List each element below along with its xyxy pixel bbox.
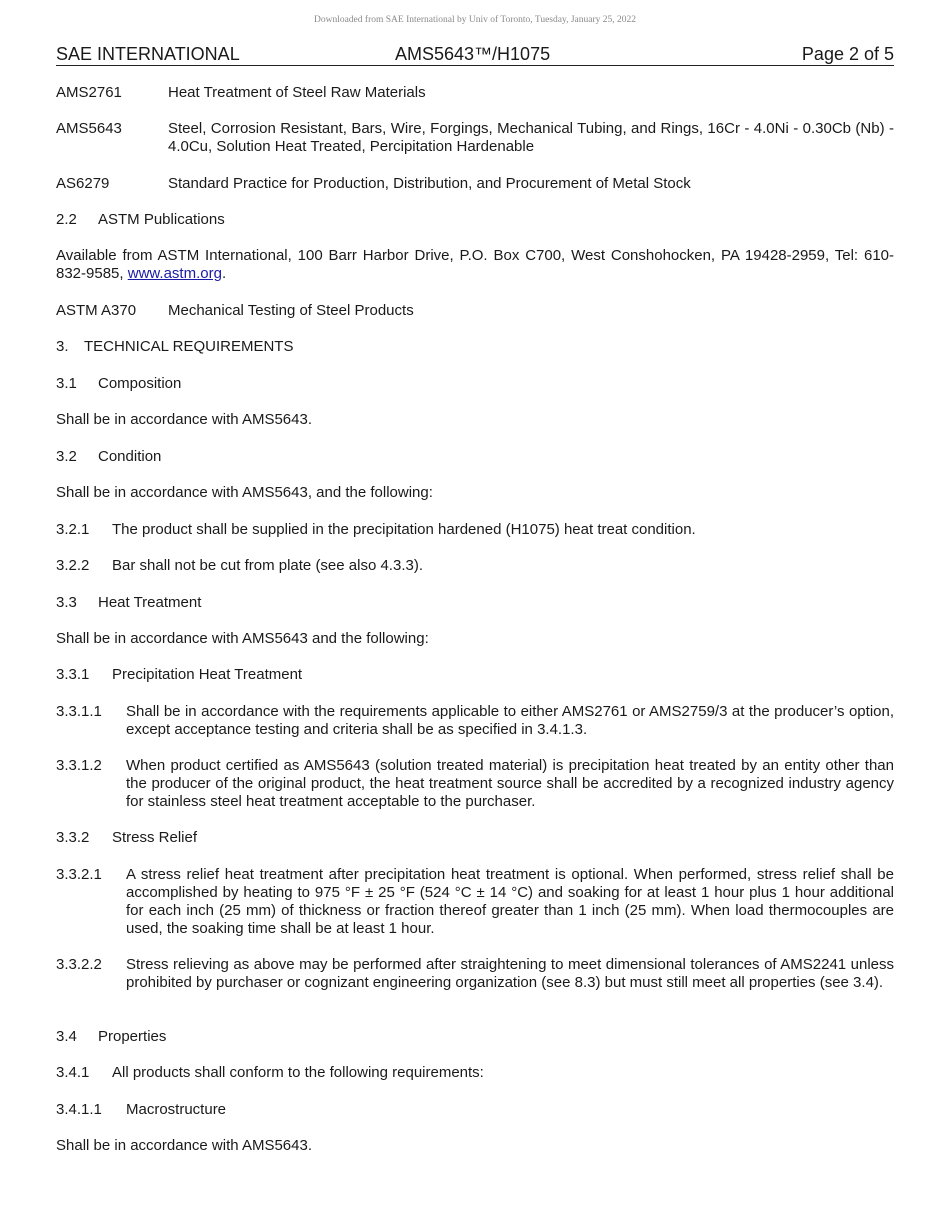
section-3-4-1-1-heading xyxy=(56,1101,894,1119)
reference-astm-a370 xyxy=(56,302,894,320)
section-title: Properties xyxy=(98,1028,167,1045)
header-doc-id: AMS5643™/H1075 xyxy=(395,44,551,64)
reference-description: Heat Treatment of Steel Raw Materials xyxy=(168,84,426,101)
section-3-3-1-1 xyxy=(56,703,894,739)
section-title: Condition xyxy=(98,448,162,465)
section-3-1-body: Shall be in accordance with AMS5643. xyxy=(56,411,312,428)
section-3-3-2-2 xyxy=(56,956,894,992)
reference-as6279 xyxy=(56,175,894,193)
section-number: 2.2 xyxy=(56,211,77,228)
reference-description: Standard Practice for Production, Distribution, and Procurement of Metal Stock xyxy=(168,175,691,192)
section-number: 3.2.1 xyxy=(56,521,90,538)
section-3-3-1-heading xyxy=(56,666,894,684)
section-text: All products shall conform to the following requirements: xyxy=(112,1064,484,1081)
section-3-3-2-heading xyxy=(56,829,894,847)
page-header xyxy=(56,44,894,66)
astm-availability-paragraph xyxy=(56,247,894,283)
reference-description: Steel, Corrosion Resistant, Bars, Wire, Forgings, Mechanical Tubing, and Rings, 16Cr - 4.0Ni - 0.30Cb (Nb) - 4.0Cu, Solution Heat Treated, Percipitation Hardenable xyxy=(168,120,894,155)
section-number: 3.3.2.2 xyxy=(56,956,102,973)
section-text: Stress relieving as above may be performed after straightening to meet dimensional tolerances of AMS2241 unless prohibited by purchaser or cognizant engineering organization (see 8.3) but must still meet all properties (see 3.4). xyxy=(126,956,894,991)
section-text: Bar shall not be cut from plate (see also 4.3.3). xyxy=(112,557,423,574)
header-org: SAE INTERNATIONAL xyxy=(56,44,240,64)
section-3-3-heading xyxy=(56,594,894,612)
section-number: 3.1 xyxy=(56,375,77,392)
section-3-4-1 xyxy=(56,1064,894,1082)
section-number: 3.3.1.1 xyxy=(56,703,102,720)
section-text: When product certified as AMS5643 (solution treated material) is precipitation heat treated by an entity other than the producer of the original product, the heat treatment source shall be accredited by a recognized industry agency for stainless steel heat treatment acceptable to the purchaser. xyxy=(126,757,894,810)
reference-code: ASTM A370 xyxy=(56,302,137,319)
section-3-heading xyxy=(56,338,894,356)
section-title: TECHNICAL REQUIREMENTS xyxy=(84,338,294,355)
reference-code: AMS5643 xyxy=(56,120,122,137)
section-title: Macrostructure xyxy=(126,1101,227,1118)
section-number: 3.2 xyxy=(56,448,77,465)
header-page-number: Page 2 of 5 xyxy=(801,44,894,64)
section-text: Shall be in accordance with the requirements applicable to either AMS2761 or AMS2759/3 at the producer’s option, except acceptance testing and criteria shall be as specified in 3.4.1.3. xyxy=(126,703,894,738)
reference-ams2761 xyxy=(56,84,894,102)
section-title: Stress Relief xyxy=(112,829,198,846)
astm-website-link[interactable]: www.astm.org xyxy=(127,265,222,282)
section-3-2-2 xyxy=(56,557,894,575)
section-number: 3.4.1 xyxy=(56,1064,90,1081)
section-title: Precipitation Heat Treatment xyxy=(112,666,303,683)
section-3-2-body: Shall be in accordance with AMS5643, and the following: xyxy=(56,484,433,501)
section-number: 3.3 xyxy=(56,594,77,611)
astm-address-text: Available from ASTM International, 100 Barr Harbor Drive, P.O. Box C700, West Conshohocken, PA 19428-2959, Tel: 610-832-9585, xyxy=(56,247,894,282)
section-title: Composition xyxy=(98,375,182,392)
section-text: A stress relief heat treatment after precipitation heat treatment is optional. When performed, stress relief shall be accomplished by heating to 975 °F ± 25 °F (524 °C ± 14 °C) and soaking for at least 1 hour plus 1 hour additional for each inch (25 mm) of thickness or fraction thereof greater than 1 inch (25 mm). When load thermocouples are used, the soaking time shall be at least 1 hour. xyxy=(126,866,894,937)
section-number: 3.2.2 xyxy=(56,557,90,574)
section-number: 3.3.2.1 xyxy=(56,866,102,883)
section-2-2-heading xyxy=(56,211,894,229)
section-text: The product shall be supplied in the precipitation hardened (H1075) heat treat condition. xyxy=(112,521,696,538)
section-number: 3.3.1.2 xyxy=(56,757,102,774)
section-number: 3.4 xyxy=(56,1028,77,1045)
section-title: Heat Treatment xyxy=(98,594,202,611)
section-number: 3.3.1 xyxy=(56,666,90,683)
section-3-3-2-1 xyxy=(56,866,894,938)
download-watermark: Downloaded from SAE International by Univ of Toronto, Tuesday, January 25, 2022 xyxy=(313,15,637,25)
section-3-2-heading xyxy=(56,448,894,466)
astm-address-period: . xyxy=(221,265,227,282)
reference-code: AS6279 xyxy=(56,175,110,192)
section-3-3-1-2 xyxy=(56,757,894,811)
section-3-1-heading xyxy=(56,375,894,393)
section-3-4-heading xyxy=(56,1028,894,1046)
section-3-3-body: Shall be in accordance with AMS5643 and the following: xyxy=(56,630,429,647)
section-number: 3. xyxy=(56,338,69,355)
section-number: 3.3.2 xyxy=(56,829,90,846)
section-3-2-1 xyxy=(56,521,894,539)
reference-code: AMS2761 xyxy=(56,84,122,101)
section-title: ASTM Publications xyxy=(98,211,225,228)
section-number: 3.4.1.1 xyxy=(56,1101,102,1118)
reference-ams5643 xyxy=(56,120,894,156)
reference-description: Mechanical Testing of Steel Products xyxy=(168,302,414,319)
section-3-4-1-1-body: Shall be in accordance with AMS5643. xyxy=(56,1137,312,1154)
